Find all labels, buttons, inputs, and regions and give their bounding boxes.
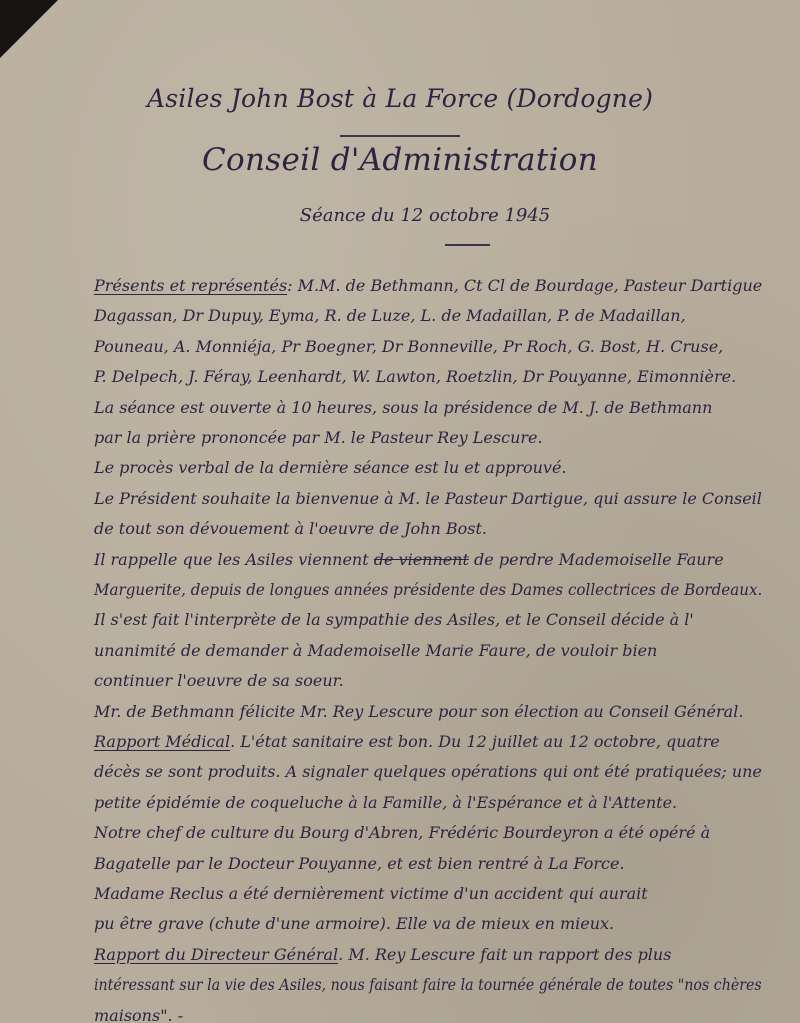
underlined-heading: Présents et représentés (94, 276, 288, 295)
minutes-line (94, 732, 720, 752)
line-text: : M.M. de Bethmann, Ct Cl de Bourdage, Pasteur Dartigue (287, 276, 763, 295)
document-subtitle: Conseil d'Administration (202, 142, 598, 178)
document-title: Asiles John Bost à La Force (Dordogne) (146, 84, 654, 113)
line-text: décès se sont produits. A signaler quelques opérations qui ont été pratiquées; une (94, 762, 762, 782)
line-text: continuer l'oeuvre de sa soeur. (94, 671, 344, 691)
line-text: par la prière prononcée par M. le Pasteur Rey Lescure. (94, 428, 543, 447)
line-text: maisons". - (94, 1005, 184, 1023)
line-text: Notre chef de culture du Bourg d'Abren, Frédéric Bourdeyron a été opéré à (94, 823, 711, 843)
minutes-line (94, 884, 648, 904)
line-text: Dagassan, Dr Dupuy, Eyma, R. de Luze, L. de Madaillan, P. de Madaillan, (94, 306, 686, 326)
line-text: Bagatelle par le Docteur Pouyanne, et est bien rentré à La Force. (94, 853, 625, 873)
line-text: de perdre Mademoiselle Faure (468, 549, 724, 569)
minutes-line (94, 580, 762, 600)
line-text: de tout son dévouement à l'oeuvre de John Bost. (94, 519, 487, 539)
minutes-line (94, 458, 567, 478)
minutes-line (94, 398, 712, 418)
session-date: Séance du 12 octobre 1945 (299, 205, 551, 226)
minutes-line (94, 276, 762, 296)
minutes-line (94, 975, 762, 995)
line-text: Il rappelle que les Asiles viennent (94, 549, 374, 569)
minutes-line (94, 762, 762, 782)
line-text: pu être grave (chute d'une armoire). Elle va de mieux en mieux. (94, 914, 615, 934)
minutes-line (94, 306, 686, 326)
line-text: Il s'est fait l'interprète de la sympathie des Asiles, et le Conseil décide à l' (94, 610, 694, 630)
minutes-line (94, 489, 762, 509)
minutes-line (94, 854, 625, 874)
line-text: Marguerite, depuis de longues années présidente des Dames collectrices de Bordeaux. (94, 580, 763, 599)
minutes-line (94, 702, 743, 722)
minutes-line (94, 550, 724, 570)
line-text: Pouneau, A. Monniéja, Pr Boegner, Dr Bonneville, Pr Roch, G. Bost, H. Cruse, (94, 336, 724, 356)
page-corner-shadow (0, 0, 58, 58)
minutes-line (94, 823, 710, 843)
minutes-line (94, 641, 657, 661)
line-text: intéressant sur la vie des Asiles, nous faisant faire la tournée générale de toutes "nos chères (94, 975, 762, 995)
line-text: . L'état sanitaire est bon. Du 12 juillet au 12 octobre, quatre (230, 732, 720, 751)
line-text: . M. Rey Lescure fait un rapport des plus (338, 944, 672, 964)
line-text: La séance est ouverte à 10 heures, sous la présidence de M. J. de Bethmann (94, 397, 713, 417)
line-text: Madame Reclus a été dernièrement victime d'un accident qui aurait (94, 884, 648, 903)
minutes-line (94, 428, 543, 448)
underlined-heading: Rapport Médical (94, 732, 231, 751)
session-separator (445, 244, 490, 246)
minutes-line (94, 610, 694, 630)
line-text: Le Président souhaite la bienvenue à M. le Pasteur Dartigue, qui assure le Conseil (94, 488, 762, 508)
minutes-line (94, 914, 614, 934)
minutes-line (94, 945, 671, 965)
line-text: unanimité de demander à Mademoiselle Marie Faure, de vouloir bien (94, 640, 658, 660)
minutes-line (94, 367, 736, 387)
minutes-line (94, 337, 723, 357)
line-text: petite épidémie de coqueluche à la Famille, à l'Espérance et à l'Attente. (94, 792, 678, 812)
title-separator (340, 135, 460, 137)
line-text: P. Delpech, J. Féray, Leenhardt, W. Lawton, Roetzlin, Dr Pouyanne, Eimonnière. (94, 367, 737, 387)
minutes-line (94, 793, 677, 813)
struck-text: de viennent (373, 549, 469, 569)
minutes-line (94, 1006, 183, 1023)
line-text: Mr. de Bethmann félicite Mr. Rey Lescure pour son élection au Conseil Général. (94, 701, 744, 721)
minutes-line (94, 671, 344, 691)
underlined-heading: Rapport du Directeur Général (94, 944, 339, 964)
minutes-line (94, 519, 487, 539)
line-text: Le procès verbal de la dernière séance est lu et approuvé. (94, 458, 567, 478)
